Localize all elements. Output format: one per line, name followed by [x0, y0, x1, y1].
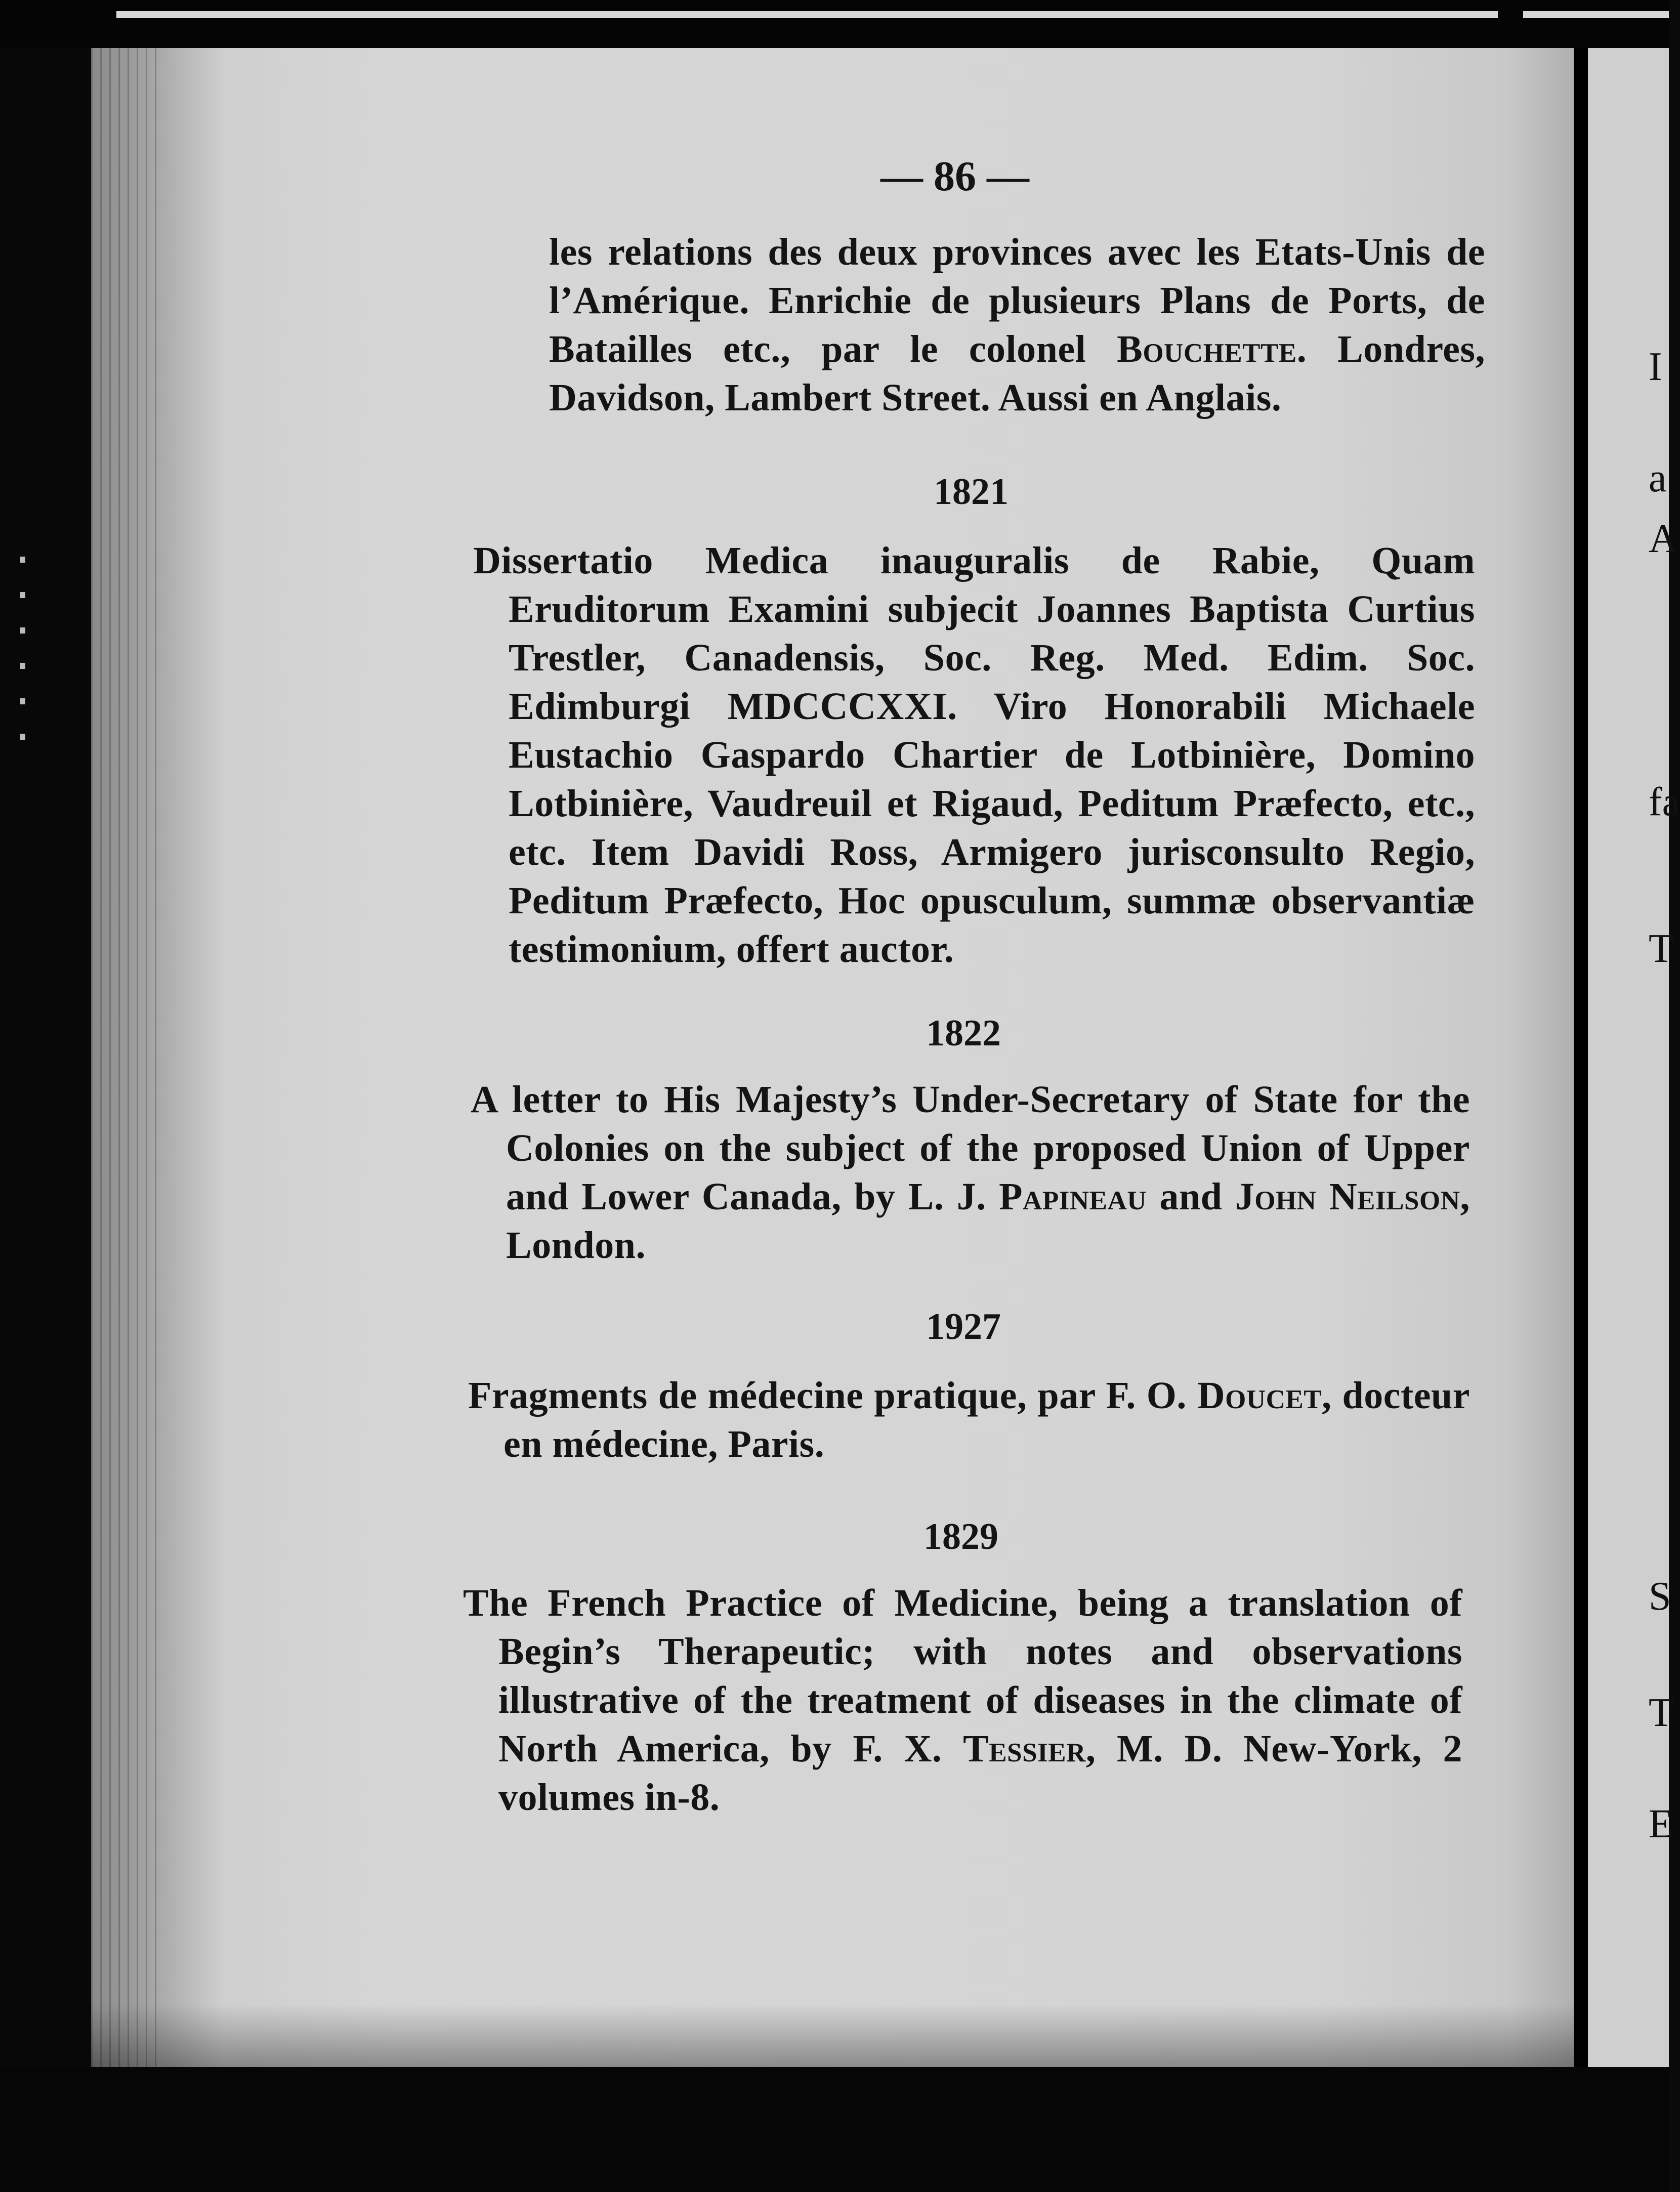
adjacent-page-letter: T [1649, 926, 1673, 971]
bibliography-entry [463, 1579, 1462, 1822]
bibliography-entry [473, 536, 1475, 974]
page-number: — 86 — [880, 153, 1029, 200]
year-heading: 1927 [926, 1306, 1001, 1347]
entry-text: Dissertatio Medica inauguralis de Rabie, Quam Eruditorum Examini subjecit Joannes Baptista Curtius Trestler, Canadensis, Soc. Reg. Med. Edim. Soc. Edimburgi MDCCCXXI. Viro Honorabili Michaele Eustachio Gaspardo Chartier de Lotbinière, Domino Lotbinière, Vaudreuil et Rigaud, Peditum Præfecto, etc., etc. Item Davidi Ross, Armigero jurisconsulto Regio, Peditum Præfecto, Hoc opusculum, summæ observantiæ testimonium, offert auctor. [473, 539, 1475, 971]
adjacent-page-letter: a [1649, 456, 1667, 500]
entry-text: les relations des deux provinces avec les Etats-Unis de l’Amérique. Enrichie de plusieurs Plans de Ports, de Batailles etc., par le colonel [549, 231, 1485, 370]
bibliography-entry [468, 1371, 1470, 1468]
year-heading: 1821 [934, 471, 1009, 513]
entry-text: , M. D. New-York, 2 volumes in-8. [498, 1727, 1462, 1819]
adjacent-page-letter: T [1649, 1691, 1673, 1735]
book-gutter [1574, 48, 1588, 2123]
author-name: Papineau [999, 1175, 1147, 1218]
author-name: Bouchette [1117, 328, 1297, 370]
entry-text: . Londres, Davidson, Lambert Street. Aussi en Anglais. [549, 328, 1485, 419]
adjacent-page-letter: I [1649, 345, 1662, 389]
year-heading: 1829 [923, 1516, 998, 1557]
author-name: Tessier [963, 1727, 1086, 1770]
adjacent-page-letter: fa [1649, 780, 1680, 824]
entry-text: Fragments de médecine pratique, par F. O. [468, 1374, 1197, 1417]
author-name: Doucet [1197, 1374, 1322, 1417]
scan-border-bottom [0, 2067, 1669, 2192]
author-name: John Neilson [1235, 1175, 1460, 1218]
entry-text: A letter to His Majesty’s Under-Secretary of State for the Colonies on the subject of the proposed Union of Upper and Lower Canada, by L. J. [471, 1078, 1470, 1218]
scan-border-top [0, 0, 1669, 48]
scan-border-left [0, 48, 91, 2192]
scan-top-rule [116, 11, 1498, 18]
bibliography-entry [471, 1075, 1470, 1270]
adjacent-page-letter: A [1649, 517, 1678, 561]
left-margin-marks [20, 557, 25, 769]
year-heading: 1822 [926, 1013, 1001, 1054]
scan-top-rule-right [1523, 11, 1669, 18]
entry-text: , London. [506, 1175, 1470, 1267]
bibliography-entry [514, 228, 1485, 422]
adjacent-page-letter: E [1649, 1802, 1673, 1846]
entry-text: and [1147, 1175, 1235, 1218]
adjacent-page-letter: S [1649, 1574, 1671, 1619]
page-binding-edge [91, 48, 162, 2067]
entry-text: The French Practice of Medicine, being a translation of Begin’s Therapeutic; with notes and observations illustrative of the treatment of diseases in the climate of North America, by F. X. [463, 1582, 1462, 1770]
entry-text: , docteur en médecine, Paris. [503, 1374, 1470, 1465]
page-bottom-shadow [91, 2004, 1574, 2067]
